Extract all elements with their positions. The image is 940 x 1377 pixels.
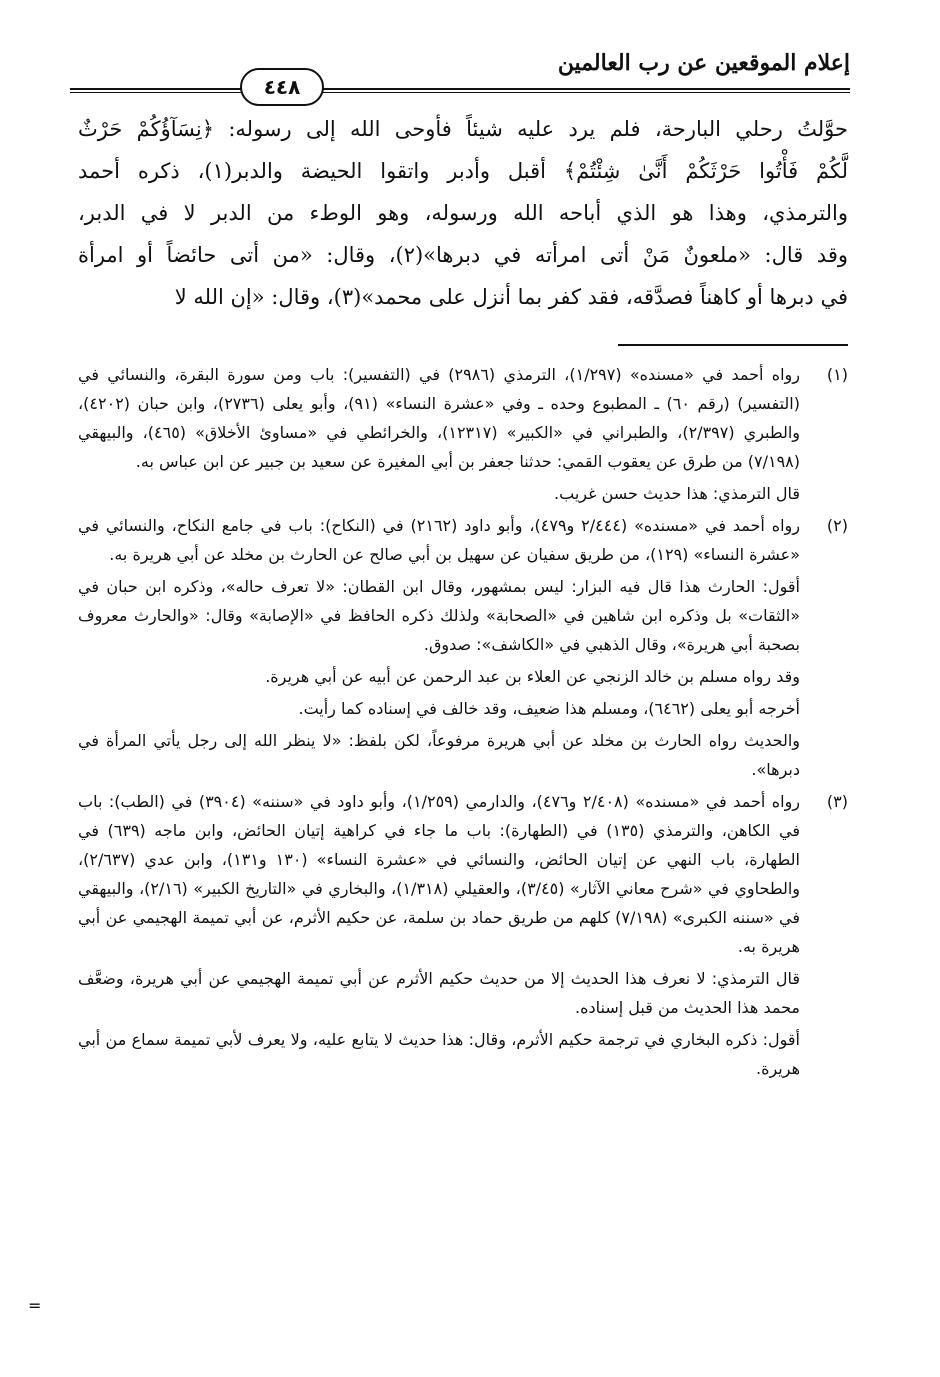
main-line: وقد قال: «ملعونٌ مَنْ أتى امرأته في دبرها»(٢)، وقال: «من أتى حائضاً أو امرأة — [78, 243, 849, 267]
footnote-paragraph: أقول: الحارث هذا قال فيه البزار: ليس بمشهور، وقال ابن القطان: «لا تعرف حاله»، وذكره ابن حبان في «الثقات» بل وذكره ابن شاهين في «الصحابة» ولذلك ذكره الحافظ في «الإصابة» وقال: «والحارث معروف بصحبة أبي هريرة»، وقال الذهبي في «الكاشف»: صدوق. — [78, 577, 800, 654]
footnote-3 — [78, 787, 848, 1083]
footnote-paragraph: أخرجه أبو يعلى (٦٤٦٢)، ومسلم هذا ضعيف، وقد خالف في إسناده كما رأيت. — [298, 699, 800, 718]
footnote-number: (٢) — [826, 516, 848, 535]
footnote-paragraph: رواه أحمد في «مسنده» (٢/٤٤٤ و٤٧٩)، وأبو داود (٢١٦٢) في (النكاح): باب في جامع النكاح، والنسائي في «عشرة النساء» (١٢٩)، من طريق سفيان عن سهيل بن أبي صالح عن الحارث بن مخلد عن أبي هريرة به. — [78, 516, 801, 564]
footnote-paragraph: رواه أحمد في «مسنده» (١/٢٩٧)، الترمذي (٢٩٨٦) في (التفسير): باب ومن سورة البقرة، والنسائي في (التفسير) (رقم ٦٠) ـ المطبوع وحده ـ وفي «عشرة النساء» (٩١)، وأبو يعلى (٢٧٣٦)، وابن حبان (٤٢٠٢)، والطبري (٢/٣٩٧)، والطبراني في «الكبير» (١٢٣١٧)، والخرائطي في «مساوئ الأخلاق» (٤٦٥)، والبيهقي (٧/١٩٨) من طرق عن يعقوب القمي: حدثنا جعفر بن أبي المغيرة عن سعيد بن جبير عن ابن عباس به. — [78, 365, 801, 471]
main-line: والترمذي، وهذا هو الذي أباحه الله ورسوله، وهو الوطء من الدبر لا في الدبر، — [78, 201, 848, 225]
continuation-mark: = — [28, 1296, 42, 1315]
footnote-paragraph: والحديث رواه الحارث بن مخلد عن أبي هريرة مرفوعاً، لكن بلفظ: «لا ينظر الله إلى رجل يأتي المرأة في دبرها». — [78, 731, 800, 779]
footnote-number: (٣) — [826, 792, 848, 811]
footnote-paragraph: قال الترمذي: لا نعرف هذا الحديث إلا من حديث حكيم الأثرم عن أبي تميمة الهجيمي عن أبي هريرة، وضعَّف محمد هذا الحديث من قبل إسناده. — [78, 969, 800, 1017]
footnote-number: (١) — [826, 365, 848, 384]
footnote-1 — [78, 360, 848, 508]
page-number: ٤٤٨ — [240, 68, 324, 106]
footnote-paragraph: رواه أحمد في «مسنده» (٢/٤٠٨ و٤٧٦)، والدارمي (١/٢٥٩)، وأبو داود في «سننه» (٣٩٠٤) في (الطب): باب في الكاهن، والترمذي (١٣٥) في (الطهارة): باب ما جاء في كراهية إتيان الحائض، وابن ماجه (٦٣٩) في الطهارة، باب النهي عن إتيان الحائض، والنسائي في «عشرة النساء» (١٣٠ و١٣١)، وابن عدي (٢/٦٣٧)، والطحاوي في «شرح معاني الآثار» (٣/٤٥)، والعقيلي (١/٣١٨)، والبخاري في «التاريخ الكبير» (٢/١٦)، والبيهقي في «سننه الكبرى» (٧/١٩٨) كلهم من طريق حماد بن سلمة، عن حكيم الأثرم، عن أبي تميمة الهجيمي عن أبي هريرة به. — [78, 792, 801, 956]
footnote-paragraph: وقد رواه مسلم بن خالد الزنجي عن العلاء بن عبد الرحمن عن أبيه عن أبي هريرة. — [265, 667, 800, 686]
main-line: لَّكُمْ فَأْتُوا حَرْثَكُمْ أَنَّىٰ شِئْتُمْ﴾ أقبل وأدبر واتقوا الحيضة والدبر(١)، ذكره أحمد — [78, 159, 848, 183]
header-rule — [70, 88, 850, 90]
footnote-separator — [618, 344, 848, 346]
main-text — [78, 108, 848, 318]
footnotes — [78, 360, 848, 1086]
main-line: حوَّلتُ رحلي البارحة، فلم يرد عليه شيئاً فأوحى الله إلى رسوله: ﴿نِسَآؤُكُمْ حَرْثٌ — [78, 117, 848, 141]
footnote-2 — [78, 511, 848, 784]
footnote-paragraph: قال الترمذي: هذا حديث حسن غريب. — [554, 484, 800, 503]
book-title: إعلام الموقعين عن رب العالمين — [557, 50, 850, 76]
running-header — [70, 40, 850, 100]
main-line: في دبرها أو كاهناً فصدَّقه، فقد كفر بما أنزل على محمد»(٣)، وقال: «إن الله لا — [174, 285, 848, 309]
footnote-paragraph: أقول: ذكره البخاري في ترجمة حكيم الأثرم، وقال: هذا حديث لا يتابع عليه، ولا يعرف لأبي تميمة سماع من أبي هريرة. — [78, 1030, 800, 1078]
header-rule-thin — [70, 92, 850, 93]
